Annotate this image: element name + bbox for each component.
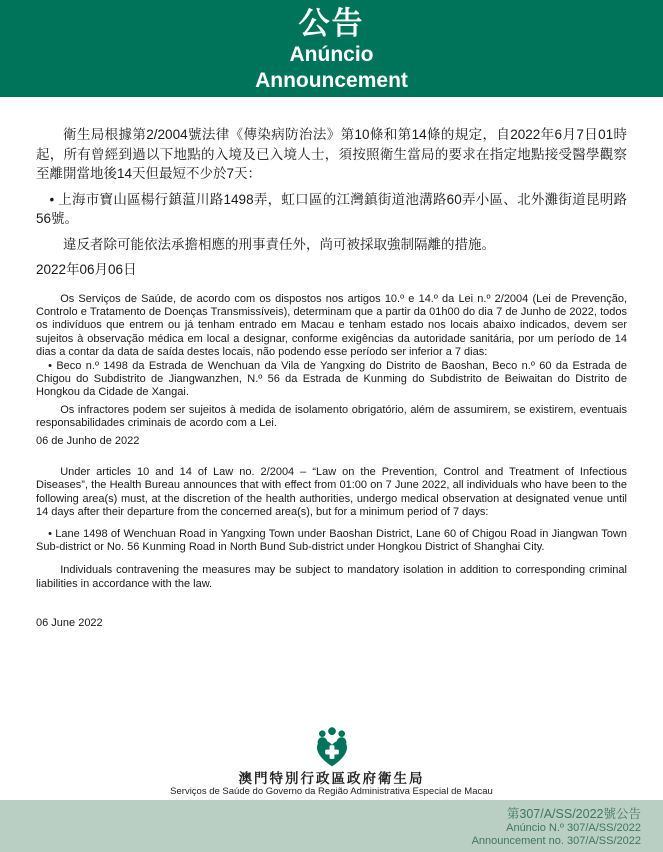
reference-number-chinese: 第307/A/SS/2022號公告 bbox=[506, 807, 641, 821]
english-paragraph-legal: Under articles 10 and 14 of Law no. 2/2004 – “Law on the Prevention, Control and Treatment of Infectious Diseases”, the Health Bureau announces that with effect from 01:00 on 7 June 2022, all individuals who have been to the following area(s) must, at the discretion of the health authorities, undergo medical observation at designated venue until 14 days after their departure from the concerned area(s), but for a minimum period of 7 days: bbox=[36, 465, 627, 519]
reference-number-bar bbox=[0, 800, 663, 852]
chinese-paragraph-penalty: 違反者除可能依法承擔相應的刑事責任外，尚可被採取強制隔離的措施。 bbox=[63, 236, 495, 252]
portuguese-location-bullet: • Beco n.º 1498 da Estrada de Wenchuan da Vila de Yangxing do Distrito de Baoshan, Beco n.º 60 da Estrada de Chigou do Subdistrito de Jiangwanzhen, N.º 56 da Estrada de Kunming do Subdistrito de Beiwaitan do Distrito de Hongkou da Cidade de Xangai. bbox=[36, 359, 627, 399]
english-paragraph-penalty: Individuals contravening the measures may be subject to mandatory isolation in addition to corresponding criminal liabilities in accordance with the law. bbox=[36, 564, 627, 590]
header-banner bbox=[0, 0, 663, 97]
english-section bbox=[36, 466, 627, 631]
reference-number-portuguese: Anúncio N.º 307/A/SS/2022 bbox=[506, 822, 641, 834]
org-name-portuguese: Serviços de Saúde do Governo da Região Administrativa Especial de Macau bbox=[170, 786, 493, 797]
portuguese-date: 06 de Junho de 2022 bbox=[36, 434, 140, 447]
chinese-paragraph-legal: 衛生局根據第2/2004號法律《傳染病防治法》第10條和第14條的規定，自2022年6月7日01時起，所有曾經到過以下地點的入境及已入境人士，須按照衛生當局的要求在指定地點接受醫學觀察至離開當地後14天但最短不少於7天： bbox=[36, 127, 627, 181]
portuguese-paragraph-legal: Os Serviços de Saúde, de acordo com os dispostos nos artigos 10.º e 14.º da Lei n.º 2/2004 (Lei de Prevenção, Controlo e Tratamento de Doenças Transmissíveis), determinam que a partir da 01h00 do dia 7 de Junho de 2022, todos os indivíduos que entrem ou já tenham entrado em Macau e tenham estado nos locais abaixo indicados, devem ser sujeitos à observação médica em local a designar, conforme exigências da autoridade sanitária, por um período de 14 dias a contar da data de saída destes locais, não podendo esse período ser inferior a 7 dias: bbox=[36, 292, 627, 359]
title-chinese: 公告 bbox=[298, 6, 365, 41]
title-english: Announcement bbox=[255, 69, 408, 92]
chinese-date: 2022年06月06日 bbox=[36, 262, 137, 277]
title-portuguese: Anúncio bbox=[289, 43, 374, 66]
footer-identity bbox=[0, 725, 663, 800]
english-location-bullet: • Lane 1498 of Wenchuan Road in Yangxing Town under Baoshan District, Lane 60 of Chigou Road in Jiangwan Town Sub-district or No. 56 Kunming Road in North Bund Sub-district under Hongkou District of Shanghai City. bbox=[36, 527, 627, 553]
chinese-section bbox=[36, 125, 627, 280]
chinese-location-bullet: • 上海市寶山區楊行鎮蕰川路1498弄，虹口區的江灣鎮街道池溝路60弄小區、北外灘街道昆明路56號。 bbox=[36, 191, 627, 226]
org-name-chinese: 澳門特別行政區政府衛生局 bbox=[238, 771, 425, 786]
health-bureau-heart-cross-logo-icon bbox=[0, 725, 663, 769]
portuguese-section bbox=[36, 293, 627, 448]
portuguese-paragraph-penalty: Os infractores podem ser sujeitos à medida de isolamento obrigatório, além de assumirem, se existirem, eventuais responsabilidades criminais de acordo com a Lei. bbox=[36, 403, 627, 430]
document-body bbox=[0, 97, 663, 631]
reference-number-english: Announcement no. 307/A/SS/2022 bbox=[471, 835, 641, 847]
english-date: 06 June 2022 bbox=[36, 617, 103, 630]
